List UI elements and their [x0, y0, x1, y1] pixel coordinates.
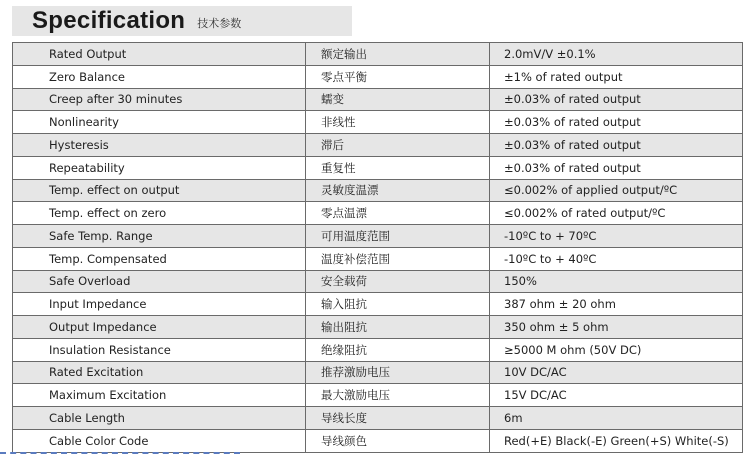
- param-name-cn: 蠕变: [306, 88, 490, 111]
- param-name-cn: 可用温度范围: [306, 225, 490, 248]
- param-name: Creep after 30 minutes: [13, 88, 306, 111]
- param-name: Output Impedance: [13, 316, 306, 339]
- param-name-cn: 输入阻抗: [306, 293, 490, 316]
- param-value: 150%: [490, 270, 743, 293]
- param-name: Safe Overload: [13, 270, 306, 293]
- table-row: [13, 43, 743, 66]
- param-value: ±1% of rated output: [490, 65, 743, 88]
- table-row: [13, 225, 743, 248]
- table-row: [13, 384, 743, 407]
- param-value: 2.0mV/V ±0.1%: [490, 43, 743, 66]
- param-name: Repeatability: [13, 156, 306, 179]
- param-name: Insulation Resistance: [13, 338, 306, 361]
- param-name: Hysteresis: [13, 134, 306, 157]
- param-name-cn: 灵敏度温漂: [306, 179, 490, 202]
- param-value: ≤0.002% of rated output/ºC: [490, 202, 743, 225]
- param-value: Red(+E) Black(-E) Green(+S) White(-S): [490, 429, 743, 452]
- param-value: ±0.03% of rated output: [490, 111, 743, 134]
- param-name-cn: 最大激励电压: [306, 384, 490, 407]
- table-row: [13, 338, 743, 361]
- param-value: 15V DC/AC: [490, 384, 743, 407]
- table-row: [13, 156, 743, 179]
- param-name-cn: 零点温漂: [306, 202, 490, 225]
- table-row: [13, 270, 743, 293]
- table-row: [13, 407, 743, 430]
- param-value: ±0.03% of rated output: [490, 88, 743, 111]
- spec-table: [12, 42, 743, 453]
- table-row: [13, 111, 743, 134]
- param-name-cn: 导线长度: [306, 407, 490, 430]
- param-name: Nonlinearity: [13, 111, 306, 134]
- param-name-cn: 滞后: [306, 134, 490, 157]
- param-name: Temp. effect on output: [13, 179, 306, 202]
- param-name: Zero Balance: [13, 65, 306, 88]
- param-name-cn: 推荐激励电压: [306, 361, 490, 384]
- param-name: Cable Length: [13, 407, 306, 430]
- table-row: [13, 134, 743, 157]
- table-row: [13, 88, 743, 111]
- param-value: ≥5000 M ohm (50V DC): [490, 338, 743, 361]
- param-name: Input Impedance: [13, 293, 306, 316]
- spec-table-body: [13, 43, 743, 453]
- table-row: [13, 361, 743, 384]
- param-name: Maximum Excitation: [13, 384, 306, 407]
- param-value: ≤0.002% of applied output/ºC: [490, 179, 743, 202]
- param-name-cn: 额定输出: [306, 43, 490, 66]
- param-name-cn: 非线性: [306, 111, 490, 134]
- param-name: Temp. effect on zero: [13, 202, 306, 225]
- table-row: [13, 247, 743, 270]
- param-value: -10ºC to + 40ºC: [490, 247, 743, 270]
- table-row: [13, 65, 743, 88]
- table-row: [13, 316, 743, 339]
- param-name-cn: 温度补偿范围: [306, 247, 490, 270]
- param-name: Rated Excitation: [13, 361, 306, 384]
- param-name-cn: 导线颜色: [306, 429, 490, 452]
- param-value: -10ºC to + 70ºC: [490, 225, 743, 248]
- param-value: ±0.03% of rated output: [490, 134, 743, 157]
- table-row: [13, 293, 743, 316]
- table-row: [13, 202, 743, 225]
- param-name: Temp. Compensated: [13, 247, 306, 270]
- param-value: ±0.03% of rated output: [490, 156, 743, 179]
- param-name: Rated Output: [13, 43, 306, 66]
- dashed-divider: [0, 452, 240, 454]
- param-value: 10V DC/AC: [490, 361, 743, 384]
- param-name: Cable Color Code: [13, 429, 306, 452]
- page-title: Specification: [32, 7, 186, 34]
- param-name-cn: 重复性: [306, 156, 490, 179]
- spec-header: [12, 6, 352, 36]
- table-row: [13, 179, 743, 202]
- param-name-cn: 零点平衡: [306, 65, 490, 88]
- table-row: [13, 429, 743, 452]
- param-name-cn: 安全载荷: [306, 270, 490, 293]
- param-value: 6m: [490, 407, 743, 430]
- param-name-cn: 绝缘阻抗: [306, 338, 490, 361]
- param-value: 350 ohm ± 5 ohm: [490, 316, 743, 339]
- page-subtitle: 技术参数: [197, 17, 242, 30]
- param-value: 387 ohm ± 20 ohm: [490, 293, 743, 316]
- param-name: Safe Temp. Range: [13, 225, 306, 248]
- param-name-cn: 输出阻抗: [306, 316, 490, 339]
